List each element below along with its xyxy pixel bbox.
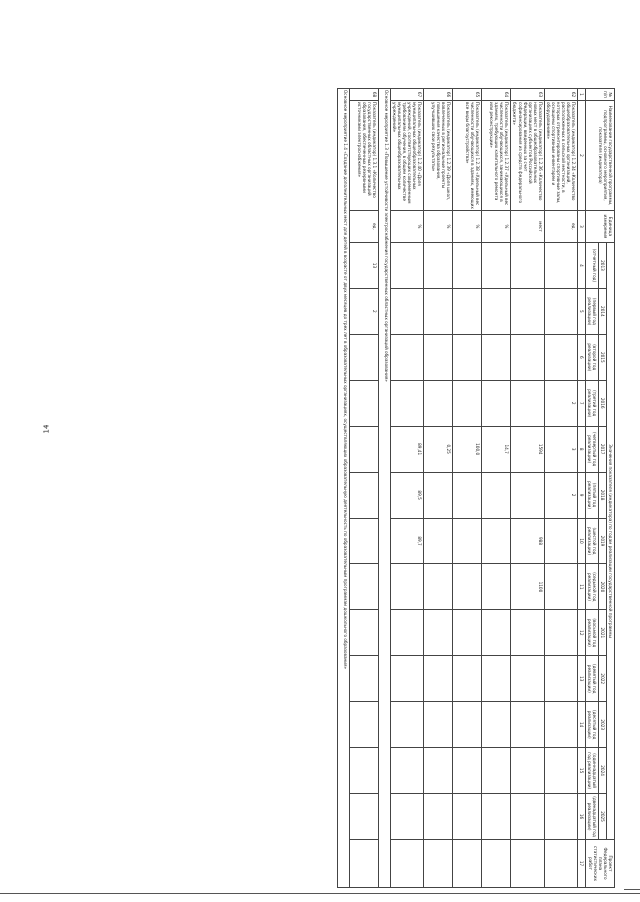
col-number: 10 — [577, 518, 585, 564]
value-cell — [544, 656, 577, 702]
value-cell: 14,7 — [482, 426, 511, 472]
value-cell — [350, 610, 379, 656]
value-cell — [544, 702, 577, 748]
value-cell: 89,41 — [391, 426, 424, 472]
value-cell — [482, 794, 511, 840]
year-label: (седьмой год реализации) — [585, 564, 598, 610]
indicator-table — [337, 88, 615, 888]
value-cell — [350, 334, 379, 380]
column-number-row — [577, 89, 585, 888]
year-label: (четвертый год реализации) — [585, 426, 598, 472]
indicator-name: Показатель (индикатор) 1.3.1 «Количество государственных областных организаций образования, обеспеченных резервными источниками электроснабжения» — [350, 101, 379, 211]
year-2025: 2025 — [598, 794, 606, 840]
value-cell — [482, 288, 511, 334]
value-cell — [350, 564, 379, 610]
indicator-table-sheet — [115, 88, 615, 888]
year-2013: 2013 — [598, 243, 606, 289]
section-row — [338, 89, 350, 888]
value-cell — [350, 472, 379, 518]
col-number: 3 — [577, 211, 585, 243]
year-label: (десятый год реализации) — [585, 702, 598, 748]
value-cell — [544, 288, 577, 334]
value-cell — [424, 564, 453, 610]
col-number: 2 — [577, 101, 585, 211]
value-cell — [511, 656, 544, 702]
indicator-name: Показатель (индикатор) 1.2.37 «Удельный вес численности обучающихся, занимающихся в зданиях, требующих капитального ремонта или реконструкции» — [482, 101, 511, 211]
value-cell — [350, 794, 379, 840]
col-number: 4 — [577, 243, 585, 289]
year-2020: 2020 — [598, 564, 606, 610]
value-cell — [424, 748, 453, 794]
value-cell — [424, 518, 453, 564]
value-cell — [453, 702, 482, 748]
year-2022: 2022 — [598, 656, 606, 702]
project-cell — [453, 840, 482, 888]
value-cell — [482, 610, 511, 656]
value-cell — [350, 748, 379, 794]
year-label: (второй год реализации) — [585, 334, 598, 380]
value-cell — [391, 748, 424, 794]
value-cell — [453, 564, 482, 610]
indicator-name: Показатель (индикатор) 1.2.36 «Количество новых мест в общеобразовательных организациях субъектов Российской Федерации, введенных за счет софинансирования из средств федерального бюджета» — [511, 101, 544, 211]
header-name: Наименование государственной программы, подпрограммы, основного мероприятия, показателя (индикатора) — [585, 101, 614, 211]
year-label: (отчетный год) — [585, 243, 598, 289]
value-cell — [350, 380, 379, 426]
unit-cell: % — [453, 211, 482, 243]
section-title: Основное мероприятие 1.3 «Повышение устойчивости электроснабжения государственных областных организаций образования» — [379, 89, 391, 888]
year-2019: 2019 — [598, 518, 606, 564]
unit-cell: мест — [511, 211, 544, 243]
indicator-name: Показатель (индикатор) 1.2.40 «Доля муниципальных общеобразовательных учреждений, соответствующих современным требованиям обучения, в общем количестве муниципальных общеобразовательных учреждений» — [391, 101, 424, 211]
value-cell — [511, 334, 544, 380]
page-bottom-rule-right — [624, 889, 640, 890]
year-2021: 2021 — [598, 610, 606, 656]
value-cell: 1594 — [511, 426, 544, 472]
year-2024: 2024 — [598, 748, 606, 794]
table-row — [482, 89, 511, 888]
value-cell — [424, 243, 453, 289]
table-row — [511, 89, 544, 888]
value-cell — [482, 472, 511, 518]
header-unit: Единица измерения — [585, 211, 614, 243]
value-cell — [391, 380, 424, 426]
indicator-name: Показатель (индикатор) 1.2.34 «Количество общеобразовательных организаций, расположенных в сельской местности, в которых отремонтированы спортивные залы, оснащены спортивным инвентарем и оборудованием» — [544, 101, 577, 211]
row-number: 66 — [424, 89, 453, 101]
year-label: (двенадцатый год реализации) — [585, 794, 598, 840]
value-cell — [482, 656, 511, 702]
row-number: 68 — [350, 89, 379, 101]
value-cell — [350, 702, 379, 748]
value-cell — [391, 610, 424, 656]
year-label: (шестой год реализации) — [585, 518, 598, 564]
value-cell — [453, 656, 482, 702]
unit-cell: ед. — [350, 211, 379, 243]
row-number: 67 — [391, 89, 424, 101]
section-row — [379, 89, 391, 888]
col-number: 13 — [577, 656, 585, 702]
value-cell — [482, 518, 511, 564]
header-project: Проект Федерального плана статистических работ — [585, 840, 614, 888]
value-cell — [391, 288, 424, 334]
value-cell — [544, 564, 577, 610]
value-cell — [424, 656, 453, 702]
year-2023: 2023 — [598, 702, 606, 748]
page-bottom-rule — [0, 893, 640, 894]
indicator-name: Показатель (индикатор) 1.2.39 «Доля школ, вовлеченных в региональные проекты повышения качества образования, улучшивших свои результаты» — [424, 101, 453, 211]
value-cell: 2 — [350, 288, 379, 334]
unit-cell: ед. — [544, 211, 577, 243]
value-cell — [511, 243, 544, 289]
value-cell — [511, 748, 544, 794]
value-cell — [350, 656, 379, 702]
value-cell — [424, 334, 453, 380]
col-number: 14 — [577, 702, 585, 748]
header-num: № п/п — [585, 89, 614, 101]
year-label: (восьмой год реализации) — [585, 610, 598, 656]
value-cell: 2 — [544, 472, 577, 518]
value-cell — [424, 472, 453, 518]
value-cell — [511, 702, 544, 748]
value-cell: 3 — [544, 426, 577, 472]
table-row — [544, 89, 577, 888]
value-cell — [544, 518, 577, 564]
table-row — [424, 89, 453, 888]
value-cell: 988 — [511, 518, 544, 564]
col-number: 9 — [577, 472, 585, 518]
value-cell — [453, 472, 482, 518]
project-cell — [350, 840, 379, 888]
value-cell — [511, 288, 544, 334]
year-2014: 2014 — [598, 288, 606, 334]
value-cell — [482, 334, 511, 380]
page-number: 14 — [42, 424, 51, 434]
value-cell — [482, 748, 511, 794]
value-cell — [424, 702, 453, 748]
unit-cell: % — [424, 211, 453, 243]
year-label: (третий год реализации) — [585, 380, 598, 426]
row-number: 63 — [511, 89, 544, 101]
table-row — [391, 89, 424, 888]
value-cell — [350, 518, 379, 564]
value-cell — [453, 794, 482, 840]
col-number: 12 — [577, 610, 585, 656]
value-cell — [482, 564, 511, 610]
table-row — [453, 89, 482, 888]
col-number: 17 — [577, 840, 585, 888]
value-cell — [453, 288, 482, 334]
year-label: (пятый год реализации) — [585, 472, 598, 518]
col-number: 6 — [577, 334, 585, 380]
value-cell — [511, 794, 544, 840]
value-cell — [511, 472, 544, 518]
value-cell: 89,5 — [391, 472, 424, 518]
col-number: 5 — [577, 288, 585, 334]
year-label: (одиннадцатый год реализации) — [585, 748, 598, 794]
value-cell — [391, 794, 424, 840]
value-cell — [544, 243, 577, 289]
value-cell — [482, 243, 511, 289]
value-cell — [391, 702, 424, 748]
section-title: Основное мероприятие 1.4 «Создание дополнительных мест для детей в возрасте от двух месяцев до трех лет в образовательных организациях, осуществляющих образовательную деятельность по образовательным программам дошкольного образования» — [338, 89, 350, 888]
project-cell — [424, 840, 453, 888]
indicator-name: Показатель (индикатор) 1.2.38 «Удельный вес численности обучающихся в зданиях, имеющих все виды благоустройства» — [453, 101, 482, 211]
row-number: 65 — [453, 89, 482, 101]
value-cell: 89,7 — [391, 518, 424, 564]
value-cell — [544, 334, 577, 380]
value-cell — [424, 380, 453, 426]
year-2016: 2016 — [598, 380, 606, 426]
col-number: 7 — [577, 380, 585, 426]
value-cell — [391, 656, 424, 702]
value-cell — [391, 334, 424, 380]
project-cell — [482, 840, 511, 888]
value-cell — [350, 426, 379, 472]
value-cell: 100,0 — [453, 426, 482, 472]
value-cell: 13 — [350, 243, 379, 289]
value-cell — [424, 288, 453, 334]
col-number: 8 — [577, 426, 585, 472]
value-cell — [544, 794, 577, 840]
value-cell — [453, 518, 482, 564]
table-body — [338, 89, 578, 888]
col-number: 11 — [577, 564, 585, 610]
value-cell — [424, 610, 453, 656]
value-cell — [482, 380, 511, 426]
value-cell — [424, 794, 453, 840]
value-cell — [453, 610, 482, 656]
table-row — [350, 89, 379, 888]
year-2015: 2015 — [598, 334, 606, 380]
value-cell — [453, 243, 482, 289]
value-cell: 0,25 — [424, 426, 453, 472]
value-cell — [544, 610, 577, 656]
project-cell — [511, 840, 544, 888]
col-number: 1 — [577, 89, 585, 101]
year-2017: 2017 — [598, 426, 606, 472]
col-number: 15 — [577, 748, 585, 794]
value-cell — [544, 748, 577, 794]
year-label: (первый год реализации) — [585, 288, 598, 334]
unit-cell: % — [391, 211, 424, 243]
year-2018: 2018 — [598, 472, 606, 518]
value-cell: 2 — [544, 380, 577, 426]
value-cell — [391, 564, 424, 610]
value-cell — [453, 380, 482, 426]
unit-cell: % — [482, 211, 511, 243]
header-values-group: Значения показателя (индикатора) по годам реализации государственной программы — [606, 243, 614, 840]
value-cell — [453, 334, 482, 380]
value-cell — [511, 380, 544, 426]
row-number: 62 — [544, 89, 577, 101]
value-cell — [511, 610, 544, 656]
value-cell — [391, 243, 424, 289]
value-cell — [482, 702, 511, 748]
project-cell — [391, 840, 424, 888]
col-number: 16 — [577, 794, 585, 840]
row-number: 64 — [482, 89, 511, 101]
value-cell — [453, 748, 482, 794]
year-label: (девятый год реализации) — [585, 656, 598, 702]
value-cell: 1100 — [511, 564, 544, 610]
project-cell — [544, 840, 577, 888]
